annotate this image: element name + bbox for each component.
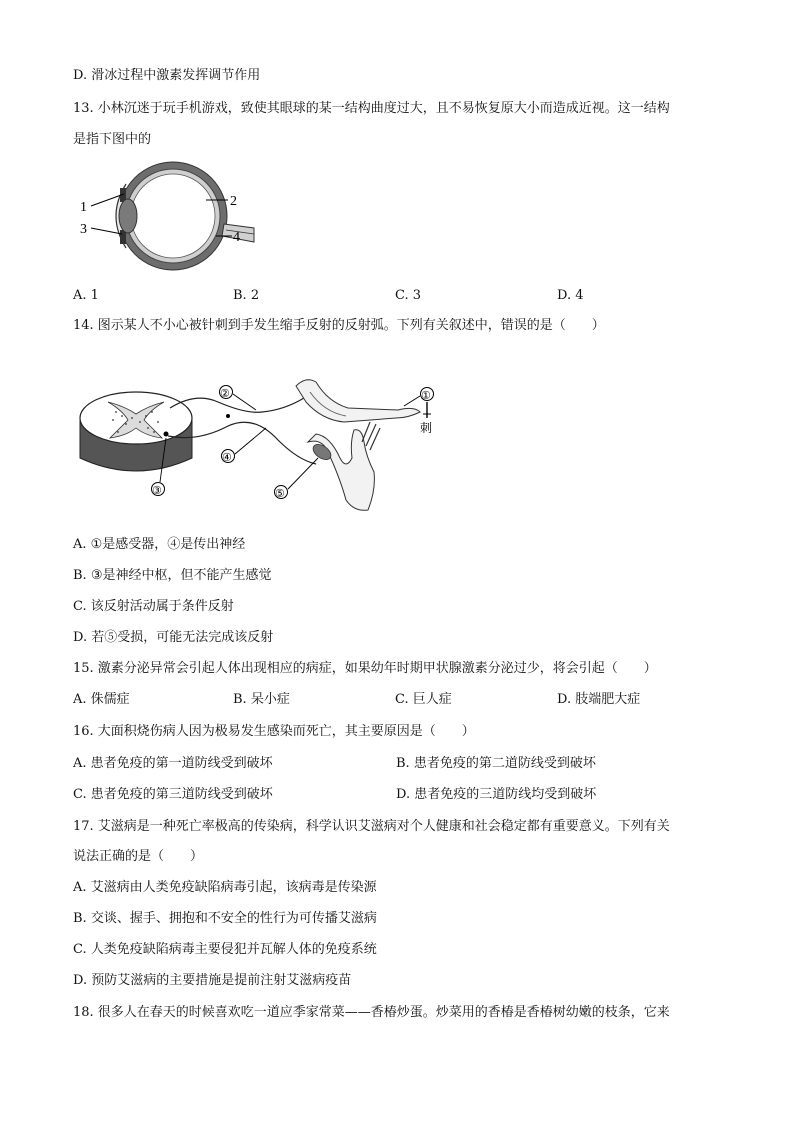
q15-option-c[interactable]: C. 巨人症 [395, 692, 452, 707]
eye-label-1: 1 [80, 200, 87, 215]
q16-option-a[interactable]: A. 患者免疫的第一道防线受到破坏 [73, 756, 273, 771]
q16-stem: 16. 大面积烧伤病人因为极易发生感染而死亡，其主要原因是（ ） [73, 724, 475, 739]
reflex-arc-diagram [78, 372, 448, 518]
q16-option-c[interactable]: C. 患者免疫的第三道防线受到破坏 [73, 787, 273, 802]
q18-stem-line-1: 18. 很多人在春天的时候喜欢吃一道应季家常菜——香椿炒蛋。炒菜用的香椿是香椿树幼嫩的枝条，它来 [73, 1005, 670, 1020]
q15-stem: 15. 激素分泌异常会引起人体出现相应的病症，如果幼年时期甲状腺激素分泌过少，将会引起（ ） [73, 661, 657, 676]
q13-option-c[interactable]: C. 3 [395, 288, 422, 303]
q12-option-d: D. 滑冰过程中激素发挥调节作用 [73, 68, 261, 83]
q14-option-c[interactable]: C. 该反射活动属于条件反射 [73, 599, 234, 614]
q14-option-b[interactable]: B. ③是神经中枢，但不能产生感觉 [73, 568, 272, 583]
q17-option-b[interactable]: B. 交谈、握手、拥抱和不安全的性行为可传播艾滋病 [73, 911, 377, 926]
q17-option-a[interactable]: A. 艾滋病由人类免疫缺陷病毒引起，该病毒是传染源 [73, 880, 377, 895]
q13-stem-line-1: 13. 小林沉迷于玩手机游戏，致使其眼球的某一结构曲度过大，且不易恢复原大小而造成近视。这一结构 [73, 101, 670, 116]
q15-option-b[interactable]: B. 呆小症 [233, 692, 290, 707]
q15-option-d[interactable]: D. 肢端肥大症 [557, 692, 641, 707]
reflex-label-2: ② [220, 388, 230, 400]
eye-label-2: 2 [230, 194, 237, 209]
q14-option-d[interactable]: D. 若⑤受损，可能无法完成该反射 [73, 630, 274, 645]
q13-stem-line-2: 是指下图中的 [73, 132, 152, 147]
eye-label-4: 4 [233, 230, 240, 245]
q17-option-d[interactable]: D. 预防艾滋病的主要措施是提前注射艾滋病疫苗 [73, 973, 352, 988]
reflex-label-5: ⑤ [275, 488, 285, 500]
q17-option-c[interactable]: C. 人类免疫缺陷病毒主要侵犯并瓦解人体的免疫系统 [73, 942, 377, 957]
eye-label-3: 3 [80, 222, 87, 237]
q16-option-d[interactable]: D. 患者免疫的三道防线均受到破坏 [396, 787, 597, 802]
reflex-label-1: ① [421, 390, 431, 402]
eyeball-diagram [76, 160, 256, 272]
q13-option-b[interactable]: B. 2 [233, 288, 260, 303]
q13-option-a[interactable]: A. 1 [73, 288, 99, 303]
q13-option-d[interactable]: D. 4 [557, 288, 584, 303]
q16-option-b[interactable]: B. 患者免疫的第二道防线受到破坏 [396, 756, 596, 771]
q17-stem-line-2: 说法正确的是（ ） [73, 849, 204, 864]
q17-stem-line-1: 17. 艾滋病是一种死亡率极高的传染病，科学认识艾滋病对个人健康和社会稳定都有重要意义。下列有关 [73, 819, 670, 834]
reflex-label-4: ④ [222, 452, 232, 464]
reflex-label-needle: 刺 [420, 421, 433, 435]
q14-stem: 14. 图示某人不小心被针刺到手发生缩手反射的反射弧。下列有关叙述中，错误的是（ ） [73, 318, 605, 333]
reflex-label-3: ③ [152, 485, 162, 497]
q15-option-a[interactable]: A. 侏儒症 [73, 692, 130, 707]
q14-option-a[interactable]: A. ①是感受器，④是传出神经 [73, 537, 246, 552]
